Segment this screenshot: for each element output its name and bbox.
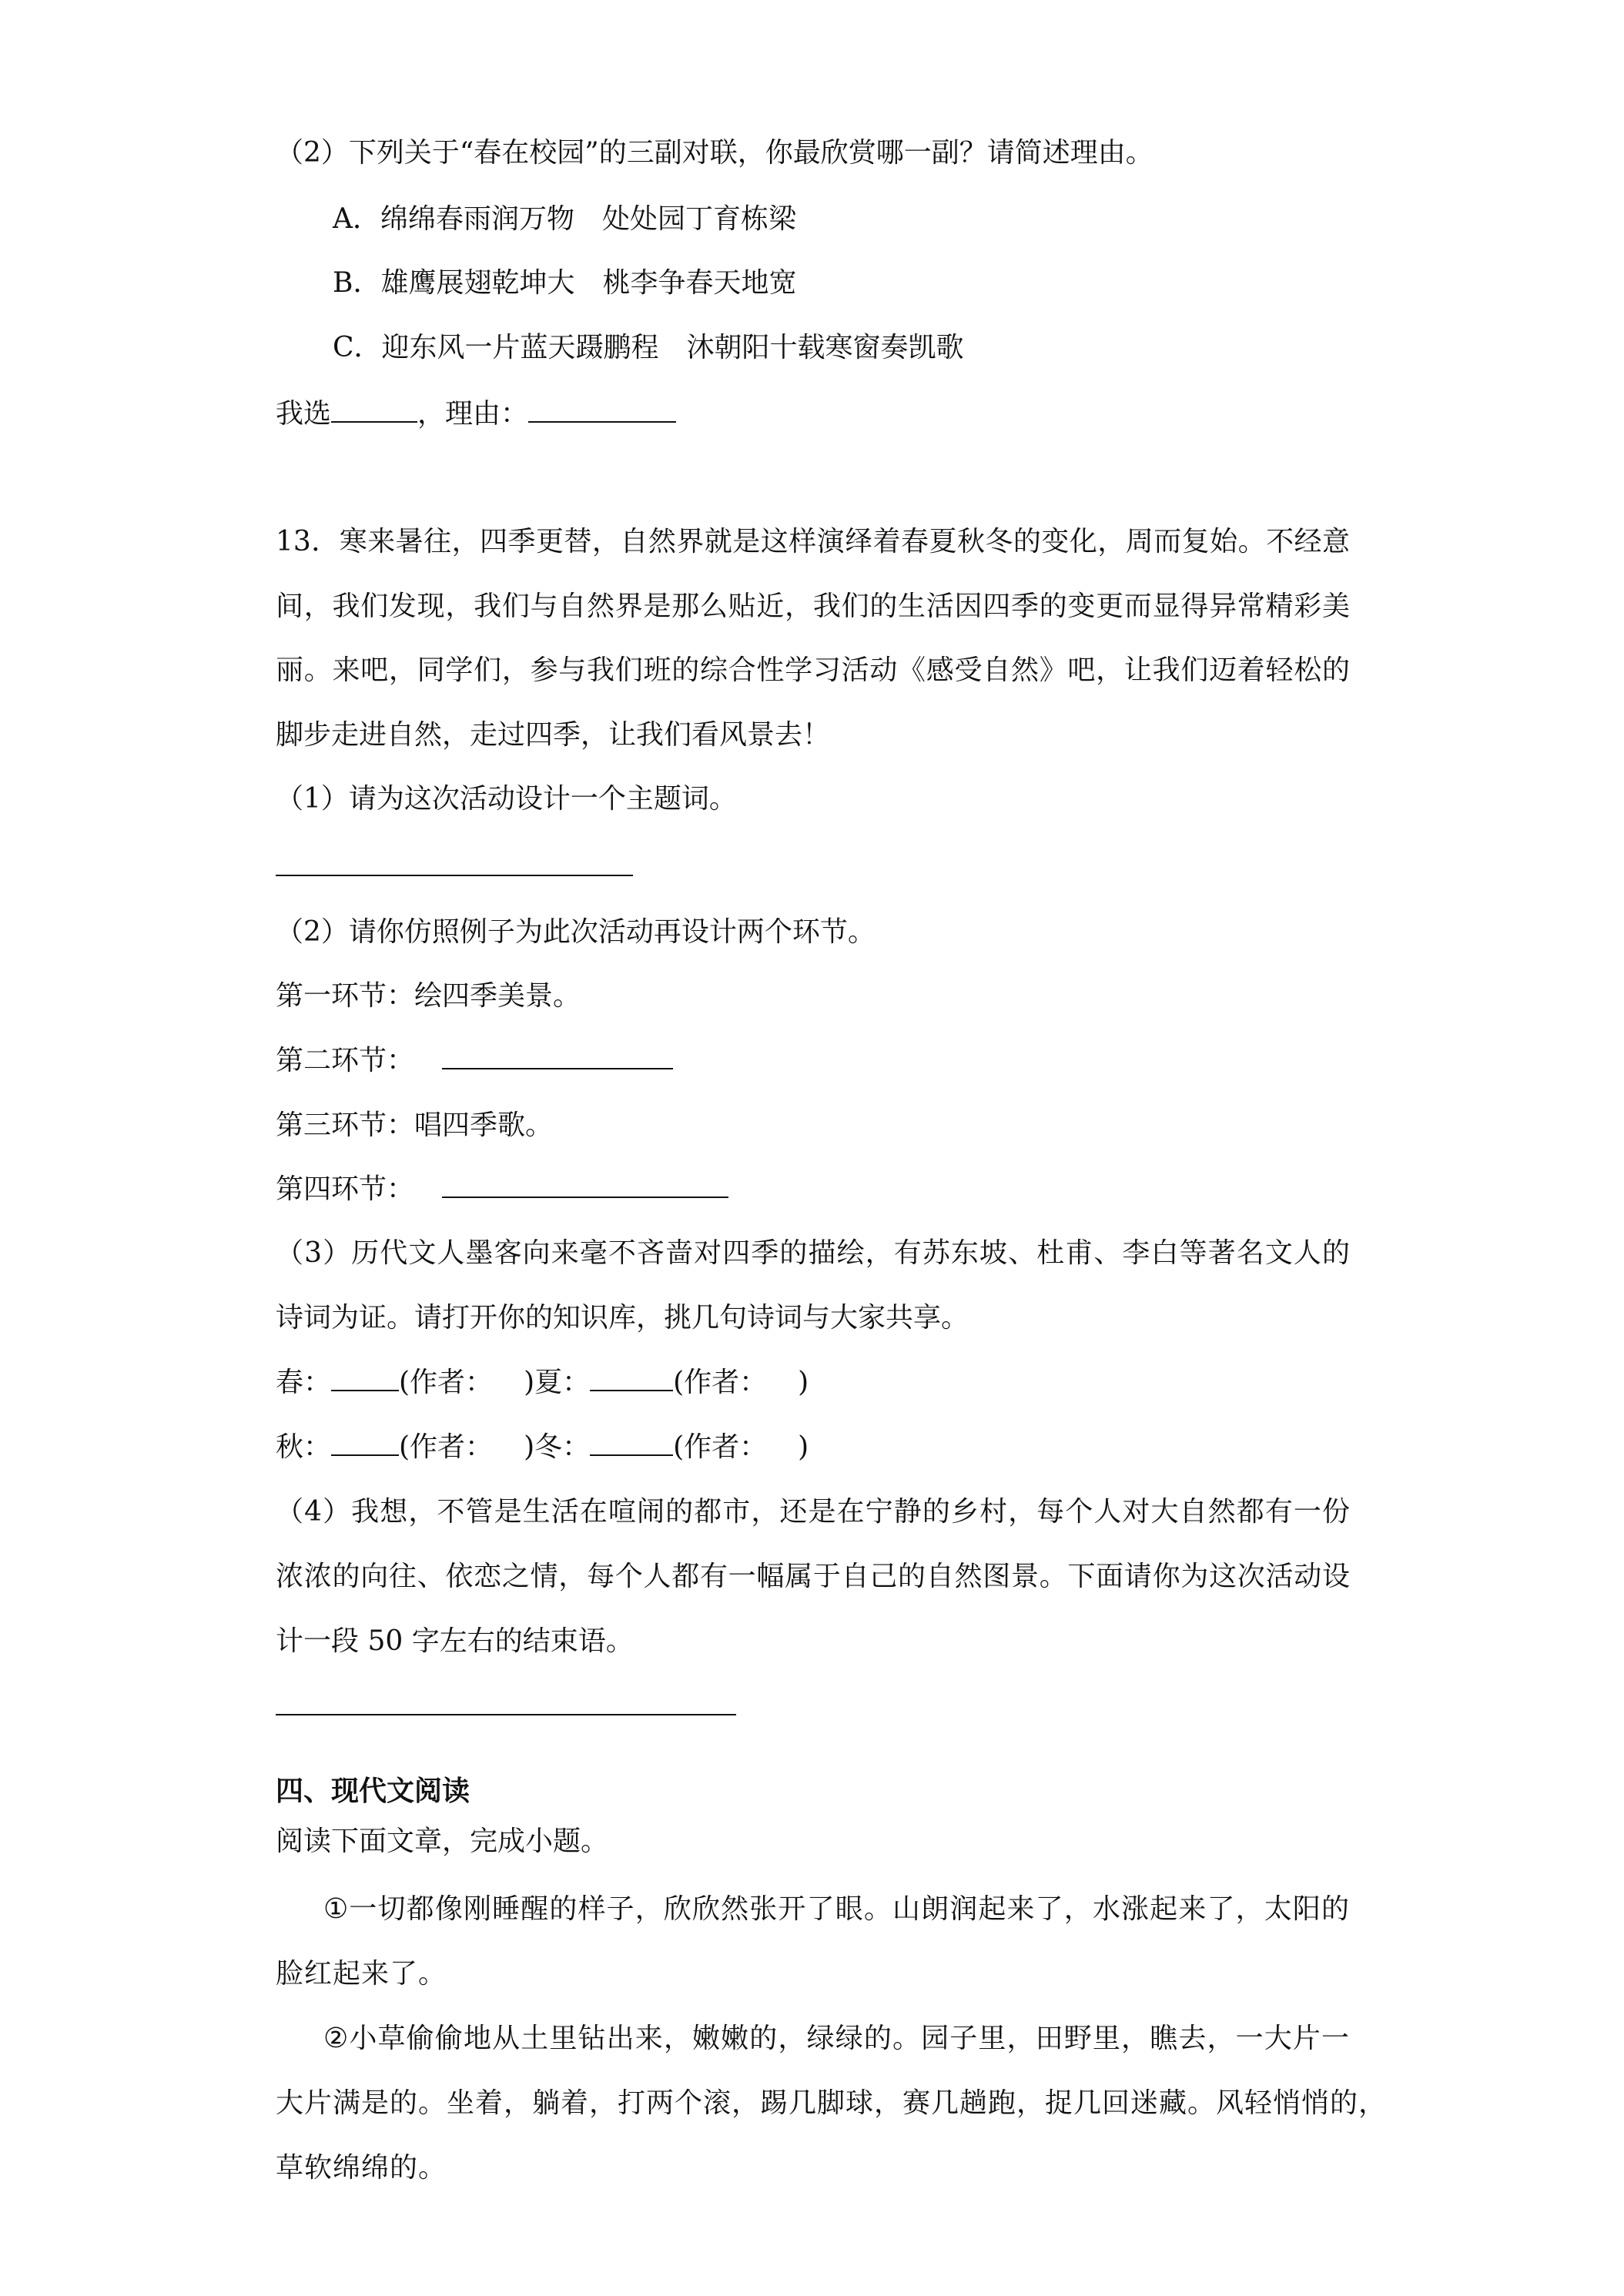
summer-author: (作者： xyxy=(673,1367,768,1398)
autumn-label: 秋： xyxy=(276,1431,332,1463)
q13-part3-line-1: （3）历代文人墨客向来毫不吝啬对四季的描绘，有苏东坡、杜甫、李白等著名文人的 xyxy=(276,1237,1350,1269)
step-4-blank[interactable] xyxy=(442,1173,728,1198)
q13-step-3: 第三环节：唱四季歌。 xyxy=(276,1110,554,1141)
step-2-blank[interactable] xyxy=(442,1045,673,1069)
q13-step-2-row xyxy=(276,1044,673,1078)
reading-para-1-line-1: ①一切都像刚睡醒的样子，欣欣然张开了眼。山朗润起来了，水涨起来了，太阳的 xyxy=(323,1893,1350,1925)
reading-para-2-line-2: 大片满是的。坐着，躺着，打两个滚，踢几脚球，赛几趟跑，捉几回迷藏。风轻悄悄的， xyxy=(276,2087,1388,2119)
autumn-blank[interactable] xyxy=(331,1431,399,1456)
section-4-instruction: 阅读下面文章，完成小题。 xyxy=(276,1826,609,1857)
q13-part3-line-2: 诗词为证。请打开你的知识库，挑几句诗词与大家共享。 xyxy=(276,1302,969,1334)
q13-part4-line-1: （4）我想，不管是生活在喧闹的都市，还是在宁静的乡村，每个人对大自然都有一份 xyxy=(276,1496,1350,1528)
section-4-heading: 四、现代文阅读 xyxy=(276,1775,470,1807)
step-2-label: 第二环节： xyxy=(276,1045,415,1076)
winter-blank[interactable] xyxy=(590,1431,673,1456)
summer-label: )夏： xyxy=(524,1367,591,1398)
q13-part1-prompt: （1）请为这次活动设计一个主题词。 xyxy=(276,783,737,815)
q13-part4-answer-line[interactable] xyxy=(276,1714,736,1715)
q13-part4-line-2: 浓浓的向往、依恋之情，每个人都有一幅属于自己的自然图景。下面请你为这次活动设 xyxy=(276,1561,1350,1592)
winter-author: (作者： xyxy=(673,1431,768,1463)
reason-label: ，理由： xyxy=(417,398,529,430)
spring-author: (作者： xyxy=(399,1367,494,1398)
q13-intro-line-3: 丽。来吧，同学们，参与我们班的综合性学习活动《感受自然》吧，让我们迈着轻松的 xyxy=(276,654,1350,686)
step-4-label: 第四环节： xyxy=(276,1173,415,1205)
winter-label: )冬： xyxy=(524,1431,591,1463)
q13-part1-answer-line[interactable] xyxy=(276,875,633,876)
q13-part2-prompt: （2）请你仿照例子为此次活动再设计两个环节。 xyxy=(276,916,876,948)
autumn-author: (作者： xyxy=(399,1431,494,1463)
q13-intro-line-4: 脚步走进自然，走过四季，让我们看风景去！ xyxy=(276,719,831,751)
poem-row-spring-summer xyxy=(276,1366,809,1400)
q13-intro-line-1: 13．寒来暑往，四季更替，自然界就是这样演绎着春夏秋冬的变化，周而复始。不经意 xyxy=(276,526,1350,557)
summer-blank[interactable] xyxy=(590,1367,673,1391)
q13-part4-line-3: 计一段 50 字左右的结束语。 xyxy=(276,1625,634,1657)
q12-option-b: B．雄鹰展翅乾坤大 桃李争春天地宽 xyxy=(333,267,797,299)
q12-option-c: C．迎东风一片蓝天蹑鹏程 沐朝阳十载寒窗奏凯歌 xyxy=(333,332,964,363)
reading-para-2-line-3: 草软绵绵的。 xyxy=(276,2152,447,2184)
summer-close: ) xyxy=(798,1367,809,1398)
reading-para-2-line-1: ②小草偷偷地从土里钻出来，嫩嫩的，绿绿的。园子里，田野里，瞧去，一大片一 xyxy=(323,2023,1350,2054)
poem-row-autumn-winter xyxy=(276,1431,809,1464)
q13-step-4-row xyxy=(276,1173,728,1207)
q12-answer-row xyxy=(276,397,676,431)
reason-blank[interactable] xyxy=(528,398,676,423)
q13-step-1: 第一环节：绘四季美景。 xyxy=(276,980,581,1012)
spring-blank[interactable] xyxy=(331,1367,399,1391)
q13-intro-line-2: 间，我们发现，我们与自然界是那么贴近，我们的生活因四季的变更而显得异常精彩美 xyxy=(276,591,1350,622)
reading-para-1-line-2: 脸红起来了。 xyxy=(276,1958,447,1990)
spring-label: 春： xyxy=(276,1367,332,1398)
q12-part2-prompt: （2）下列关于“春在校园”的三副对联，你最欣赏哪一副？请简述理由。 xyxy=(276,137,1154,169)
winter-close: ) xyxy=(798,1431,809,1463)
choice-blank[interactable] xyxy=(331,398,417,423)
q12-option-a: A．绵绵春雨润万物 处处园丁育栋梁 xyxy=(333,203,796,235)
choice-label: 我选 xyxy=(276,398,332,430)
